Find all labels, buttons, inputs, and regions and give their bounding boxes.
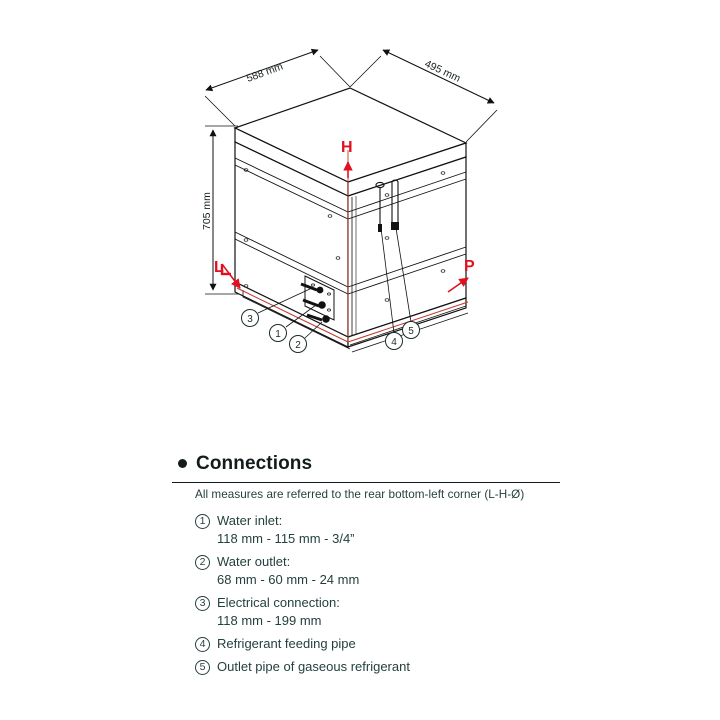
connections-subtitle: All measures are referred to the rear bottom-left corner (L-H-Ø) — [195, 488, 525, 501]
fitting-water-outlet — [322, 315, 330, 323]
connection-values: 118 mm - 199 mm — [217, 613, 322, 628]
axis-label-P: P — [464, 258, 475, 275]
dimension-depth-label: 495 mm — [422, 57, 463, 85]
list-item — [195, 635, 655, 653]
dimension-height-label: 705 mm — [201, 192, 213, 230]
connection-label: Electrical connection: — [217, 595, 340, 610]
list-item — [195, 512, 655, 548]
callout-2-label: 2 — [295, 340, 301, 351]
axis-label-H: H — [341, 139, 353, 156]
callout-4-label: 4 — [391, 337, 397, 348]
dimension-width-label: 588 mm — [244, 60, 285, 85]
connection-label: Refrigerant feeding pipe — [217, 636, 356, 651]
list-item — [195, 553, 655, 589]
callout-3-label: 3 — [247, 314, 253, 325]
axis-label-L: L — [214, 259, 224, 276]
connections-section — [0, 440, 720, 720]
callout-4 — [386, 333, 403, 350]
connection-values: 68 mm - 60 mm - 24 mm — [217, 572, 360, 587]
list-item — [195, 594, 655, 630]
callout-marker-5: 5 — [195, 660, 210, 675]
bullet-icon — [178, 459, 187, 468]
connections-list — [195, 512, 655, 681]
connection-values: 118 mm - 115 mm - 3/4” — [217, 531, 355, 546]
connections-heading — [178, 454, 312, 473]
callout-marker-3: 3 — [195, 596, 210, 611]
callout-5-label: 5 — [408, 326, 414, 337]
connection-label: Water inlet: — [217, 513, 283, 528]
connection-label: Outlet pipe of gaseous refrigerant — [217, 659, 410, 674]
unit-body — [235, 88, 468, 352]
list-item — [195, 658, 655, 676]
heading-divider — [172, 482, 560, 483]
connection-label: Water outlet: — [217, 554, 291, 569]
callout-3 — [242, 310, 259, 327]
callout-marker-1: 1 — [195, 514, 210, 529]
callout-marker-2: 2 — [195, 555, 210, 570]
fitting-electrical — [317, 287, 324, 294]
callout-5 — [403, 322, 420, 339]
callout-2 — [290, 336, 307, 353]
callout-1-label: 1 — [275, 329, 281, 340]
callout-marker-4: 4 — [195, 637, 210, 652]
callout-1 — [270, 325, 287, 342]
connections-heading-text: Connections — [196, 453, 313, 474]
